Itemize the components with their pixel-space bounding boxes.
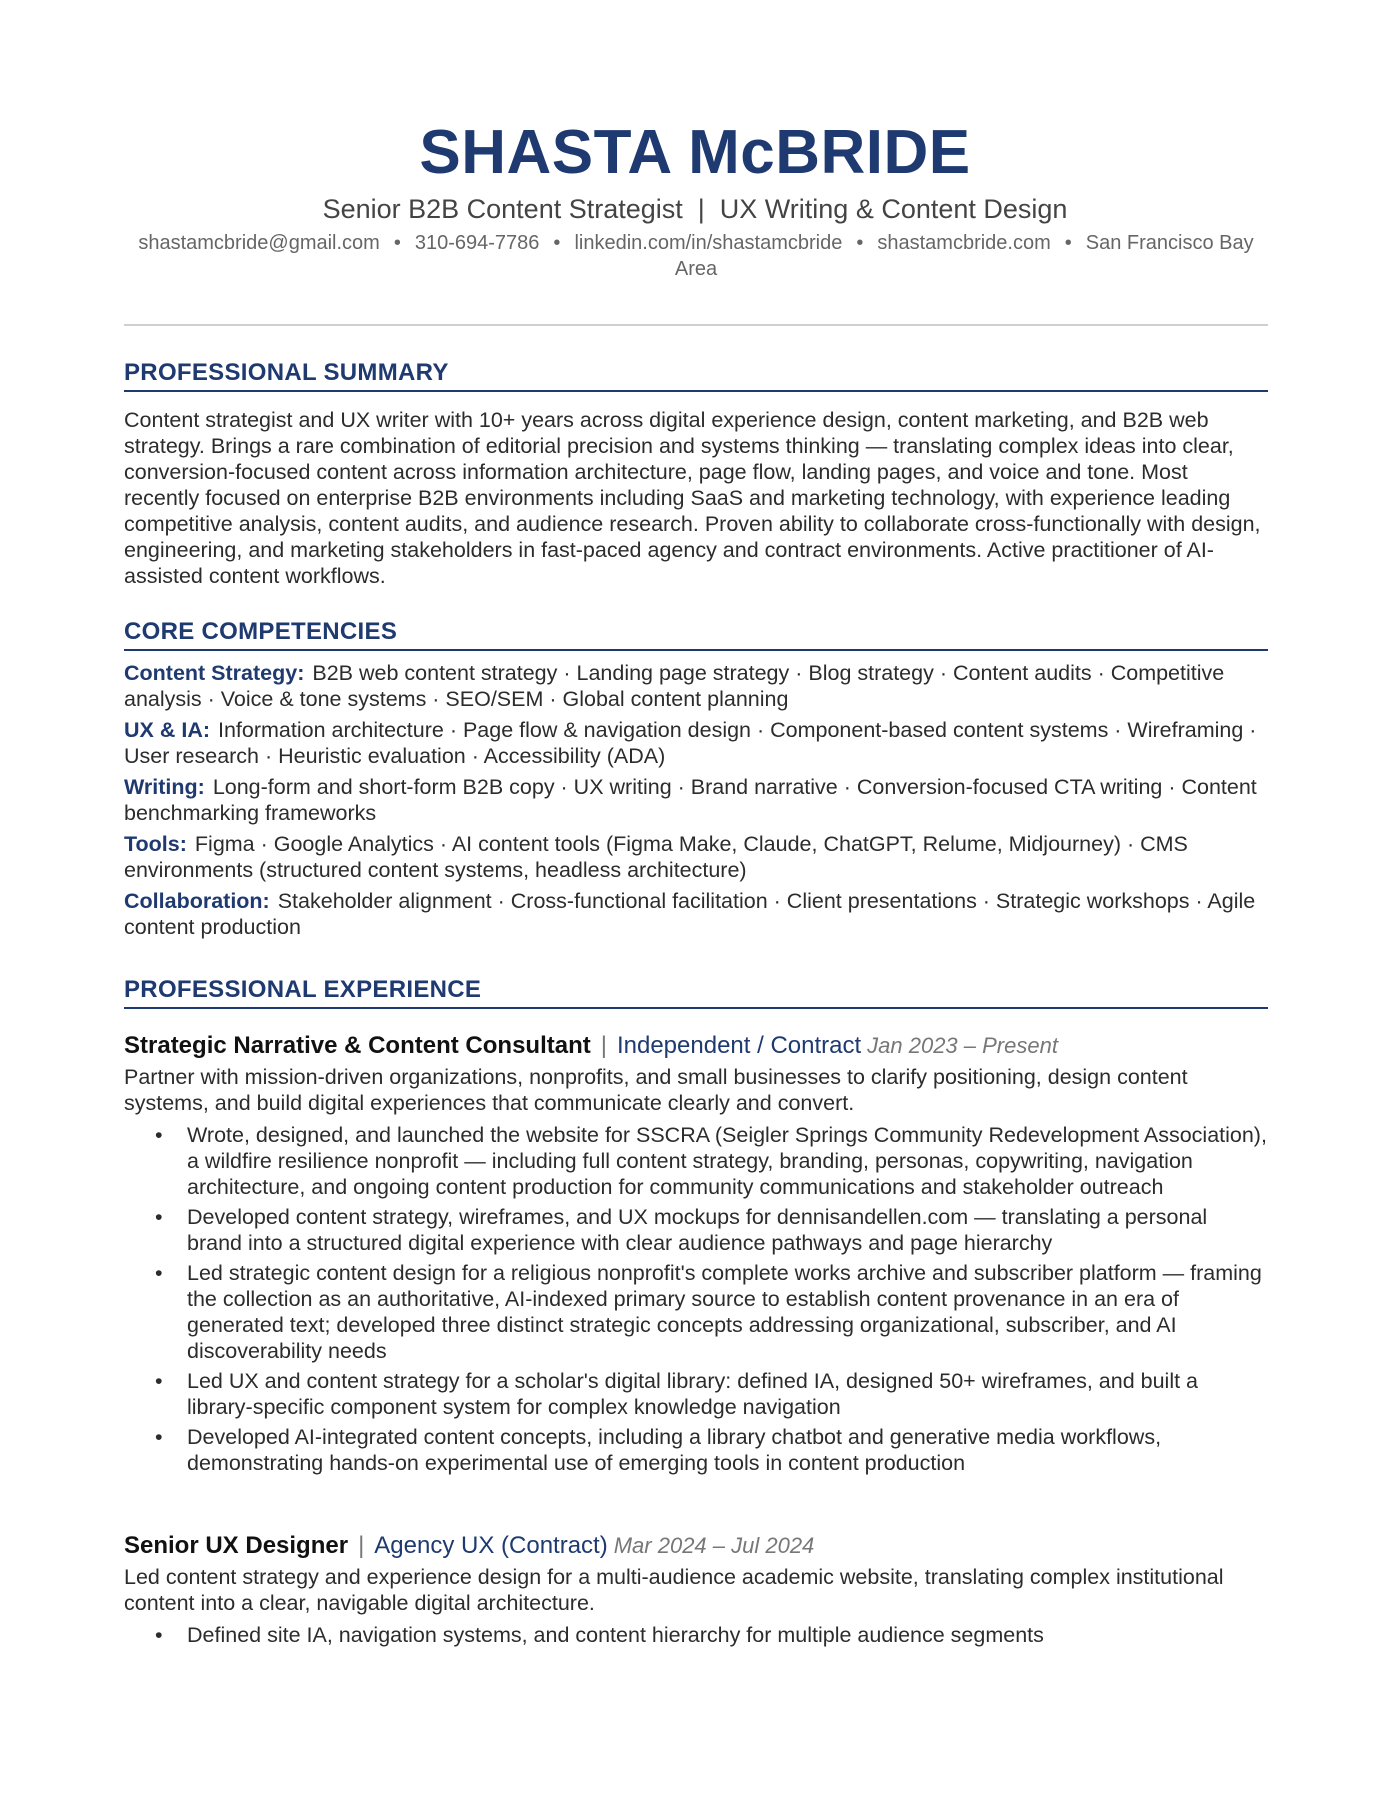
contact-website[interactable]: shastamcbride.com	[877, 232, 1051, 254]
competency-text: Information architecture · Page flow & navigation design · Component-based content systems · Wireframing · User research · Heuristic evaluation · Accessibility (ADA)	[124, 718, 1257, 768]
competency-label: Writing:	[124, 775, 205, 799]
contact-email[interactable]: shastamcbride@gmail.com	[138, 232, 380, 254]
competency-label: Content Strategy:	[124, 661, 305, 685]
list-item: • Developed AI-integrated content concepts, including a library chatbot and generative media workflows, demonstrating hands-on experimental use of emerging tools in content production	[187, 1424, 1268, 1476]
job-bullets	[124, 1622, 1268, 1648]
competency-text: B2B web content strategy · Landing page strategy · Blog strategy · Content audits · Competitive analysis · Voice & tone systems · SEO/SEM · Global content planning	[124, 661, 1225, 711]
job-separator: |	[358, 1532, 365, 1559]
job-organization: Independent / Contract	[616, 1032, 862, 1059]
contact-separator: •	[553, 232, 561, 254]
job-organization: Agency UX (Contract)	[374, 1532, 608, 1559]
summary-text: Content strategist and UX writer with 10+ years across digital experience design, content marketing, and B2B web strategy. Brings a rare combination of editorial precision and systems thinking — translating complex ideas into clear, conversion-focused content across information architecture, page flow, landing pages, and voice and tone. Most recently focused on enterprise B2B environments including SaaS and marketing technology, with experience leading competitive analysis, content audits, and audience research. Proven ability to collaborate cross-functionally with design, engineering, and marketing stakeholders in fast-paced agency and contract environments. Active practitioner of AI-assisted content workflows.	[124, 408, 1261, 588]
list-item: • Developed content strategy, wireframes, and UX mockups for dennisandellen.com — translating a personal brand into a structured digital experience with clear audience pathways and page hierarchy	[187, 1204, 1268, 1256]
contact-line	[124, 230, 1268, 282]
job-entry	[124, 1031, 1268, 1480]
contact-separator: •	[856, 232, 864, 254]
competency-row	[124, 660, 1268, 712]
list-item: • Led strategic content design for a religious nonprofit's complete works archive and subscriber platform — framing the collection as an authoritative, AI-indexed primary source to establish content provenance in an era of generated text; developed three distinct strategic concepts addressing organizational, subscriber, and AI discoverability needs	[187, 1260, 1268, 1364]
job-title: Senior UX Designer	[124, 1532, 349, 1559]
contact-separator: •	[1064, 232, 1072, 254]
job-separator: |	[600, 1032, 607, 1059]
competency-label: Tools:	[124, 832, 187, 856]
list-item: • Wrote, designed, and launched the website for SSCRA (Seigler Springs Community Redevelopment Association), a wildfire resilience nonprofit — including full content strategy, branding, personas, copywriting, navigation architecture, and ongoing content production for community communications and stakeholder outreach	[187, 1122, 1268, 1200]
competencies-list	[124, 660, 1268, 945]
competency-row	[124, 888, 1268, 940]
contact-linkedin[interactable]: linkedin.com/in/shastamcbride	[574, 232, 843, 254]
competency-text: Figma · Google Analytics · AI content tools (Figma Make, Claude, ChatGPT, Relume, Midjourney) · CMS environments (structured content systems, headless architecture)	[124, 832, 1188, 882]
list-item: • Defined site IA, navigation systems, and content hierarchy for multiple audience segments	[187, 1622, 1268, 1648]
job-header	[124, 1031, 1268, 1061]
competency-row	[124, 717, 1268, 769]
contact-phone[interactable]: 310-694-7786	[414, 232, 540, 254]
competency-text: Long-form and short-form B2B copy · UX writing · Brand narrative · Conversion-focused CTA writing · Content benchmarking frameworks	[124, 775, 1257, 825]
list-item: • Led UX and content strategy for a scholar's digital library: defined IA, designed 50+ wireframes, and built a library-specific component system for complex knowledge navigation	[187, 1368, 1268, 1420]
job-bullets	[124, 1122, 1268, 1476]
contact-location: San Francisco Bay Area	[674, 232, 1254, 280]
job-dates: Jan 2023 – Present	[867, 1033, 1058, 1058]
summary-heading: PROFESSIONAL SUMMARY	[124, 358, 1268, 392]
experience-heading: PROFESSIONAL EXPERIENCE	[124, 975, 1268, 1009]
job-dates: Mar 2024 – Jul 2024	[613, 1533, 815, 1558]
job-entry	[124, 1531, 1268, 1652]
competency-row	[124, 831, 1268, 883]
job-description: Led content strategy and experience design for a multi-audience academic website, translating complex institutional content into a clear, navigable digital architecture.	[124, 1565, 1224, 1615]
header-divider	[124, 324, 1268, 326]
candidate-subtitle: Senior B2B Content Strategist | UX Writing & Content Design	[322, 194, 1068, 224]
competency-label: Collaboration:	[124, 889, 270, 913]
candidate-name: SHASTA McBRIDE	[419, 118, 971, 187]
competency-label: UX & IA:	[124, 718, 210, 742]
contact-separator: •	[393, 232, 401, 254]
competency-row	[124, 774, 1268, 826]
competency-text: Stakeholder alignment · Cross-functional facilitation · Client presentations · Strategic workshops · Agile content production	[124, 889, 1256, 939]
job-title: Strategic Narrative & Content Consultant	[124, 1032, 591, 1059]
job-header	[124, 1531, 1268, 1561]
job-description: Partner with mission-driven organizations, nonprofits, and small businesses to clarify positioning, design content systems, and build digital experiences that communicate clearly and convert.	[124, 1065, 1188, 1115]
competencies-heading: CORE COMPETENCIES	[124, 617, 1268, 651]
